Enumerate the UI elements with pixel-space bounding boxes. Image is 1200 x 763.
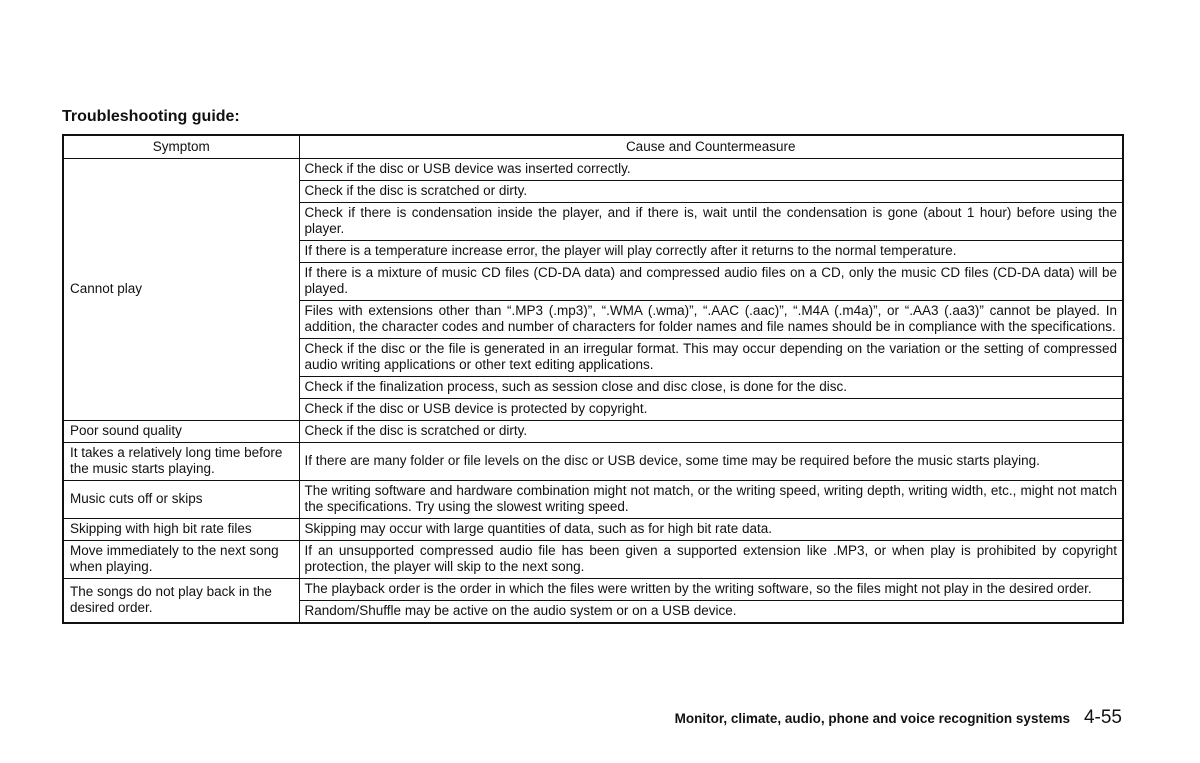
troubleshooting-table bbox=[62, 134, 1124, 624]
page-number: 4-55 bbox=[1083, 707, 1122, 728]
cause-cell: Check if the disc is scratched or dirty. bbox=[299, 181, 1123, 203]
page-footer bbox=[675, 706, 1122, 730]
symptom-cell: Cannot play bbox=[63, 159, 299, 421]
cause-header: Cause and Countermeasure bbox=[299, 135, 1123, 159]
cause-cell: If an unsupported compressed audio file has been given a supported extension like .MP3, or when play is prohibited by copyright protection, the player will skip to the next song. bbox=[299, 541, 1123, 579]
symptom-cell: Music cuts off or skips bbox=[63, 481, 299, 519]
table-row bbox=[63, 421, 1123, 443]
table-header-row bbox=[63, 135, 1123, 159]
table-row bbox=[63, 159, 1123, 181]
cause-cell: Check if the disc is scratched or dirty. bbox=[299, 421, 1123, 443]
table-row bbox=[63, 519, 1123, 541]
symptom-cell: Move immediately to the next song when playing. bbox=[63, 541, 299, 579]
table-row bbox=[63, 579, 1123, 601]
cause-cell: The playback order is the order in which the files were written by the writing software, so the files might not play in the desired order. bbox=[299, 579, 1123, 601]
footer-section-title: Monitor, climate, audio, phone and voice recognition systems bbox=[674, 711, 1070, 726]
table-row bbox=[63, 443, 1123, 481]
symptom-cell: The songs do not play back in the desired order. bbox=[63, 579, 299, 624]
cause-cell: If there is a mixture of music CD files (CD-DA data) and compressed audio files on a CD, only the music CD files (CD-DA data) will be played. bbox=[299, 263, 1123, 301]
table-row bbox=[63, 541, 1123, 579]
symptom-cell: It takes a relatively long time before the music starts playing. bbox=[63, 443, 299, 481]
cause-cell: Random/Shuffle may be active on the audio system or on a USB device. bbox=[299, 601, 1123, 624]
cause-cell: The writing software and hardware combination might not match, or the writing speed, writing depth, writing width, etc., might not match the specifications. Try using the slowest writing speed. bbox=[299, 481, 1123, 519]
cause-cell: Check if the disc or the file is generated in an irregular format. This may occur depending on the variation or the setting of compressed audio writing applications or other text editing applications. bbox=[299, 339, 1123, 377]
symptom-cell: Skipping with high bit rate files bbox=[63, 519, 299, 541]
table-row bbox=[63, 481, 1123, 519]
cause-cell: Check if the disc or USB device was inserted correctly. bbox=[299, 159, 1123, 181]
symptom-cell: Poor sound quality bbox=[63, 421, 299, 443]
cause-cell: If there is a temperature increase error, the player will play correctly after it returns to the normal temperature. bbox=[299, 241, 1123, 263]
cause-cell: Check if the disc or USB device is protected by copyright. bbox=[299, 399, 1123, 421]
cause-cell: If there are many folder or file levels on the disc or USB device, some time may be required before the music starts playing. bbox=[299, 443, 1123, 481]
cause-cell: Skipping may occur with large quantities of data, such as for high bit rate data. bbox=[299, 519, 1123, 541]
symptom-header: Symptom bbox=[63, 135, 299, 159]
cause-cell: Check if the finalization process, such as session close and disc close, is done for the disc. bbox=[299, 377, 1123, 399]
section-title: Troubleshooting guide: bbox=[62, 108, 240, 125]
cause-cell: Files with extensions other than “.MP3 (.mp3)”, “.WMA (.wma)”, “.AAC (.aac)”, “.M4A (.m4a)”, or “.AA3 (.aa3)” cannot be played. In addition, the character codes and number of characters for folder names and file names should be in compliance with the specifications. bbox=[299, 301, 1123, 339]
cause-cell: Check if there is condensation inside the player, and if there is, wait until the condensation is gone (about 1 hour) before using the player. bbox=[299, 203, 1123, 241]
